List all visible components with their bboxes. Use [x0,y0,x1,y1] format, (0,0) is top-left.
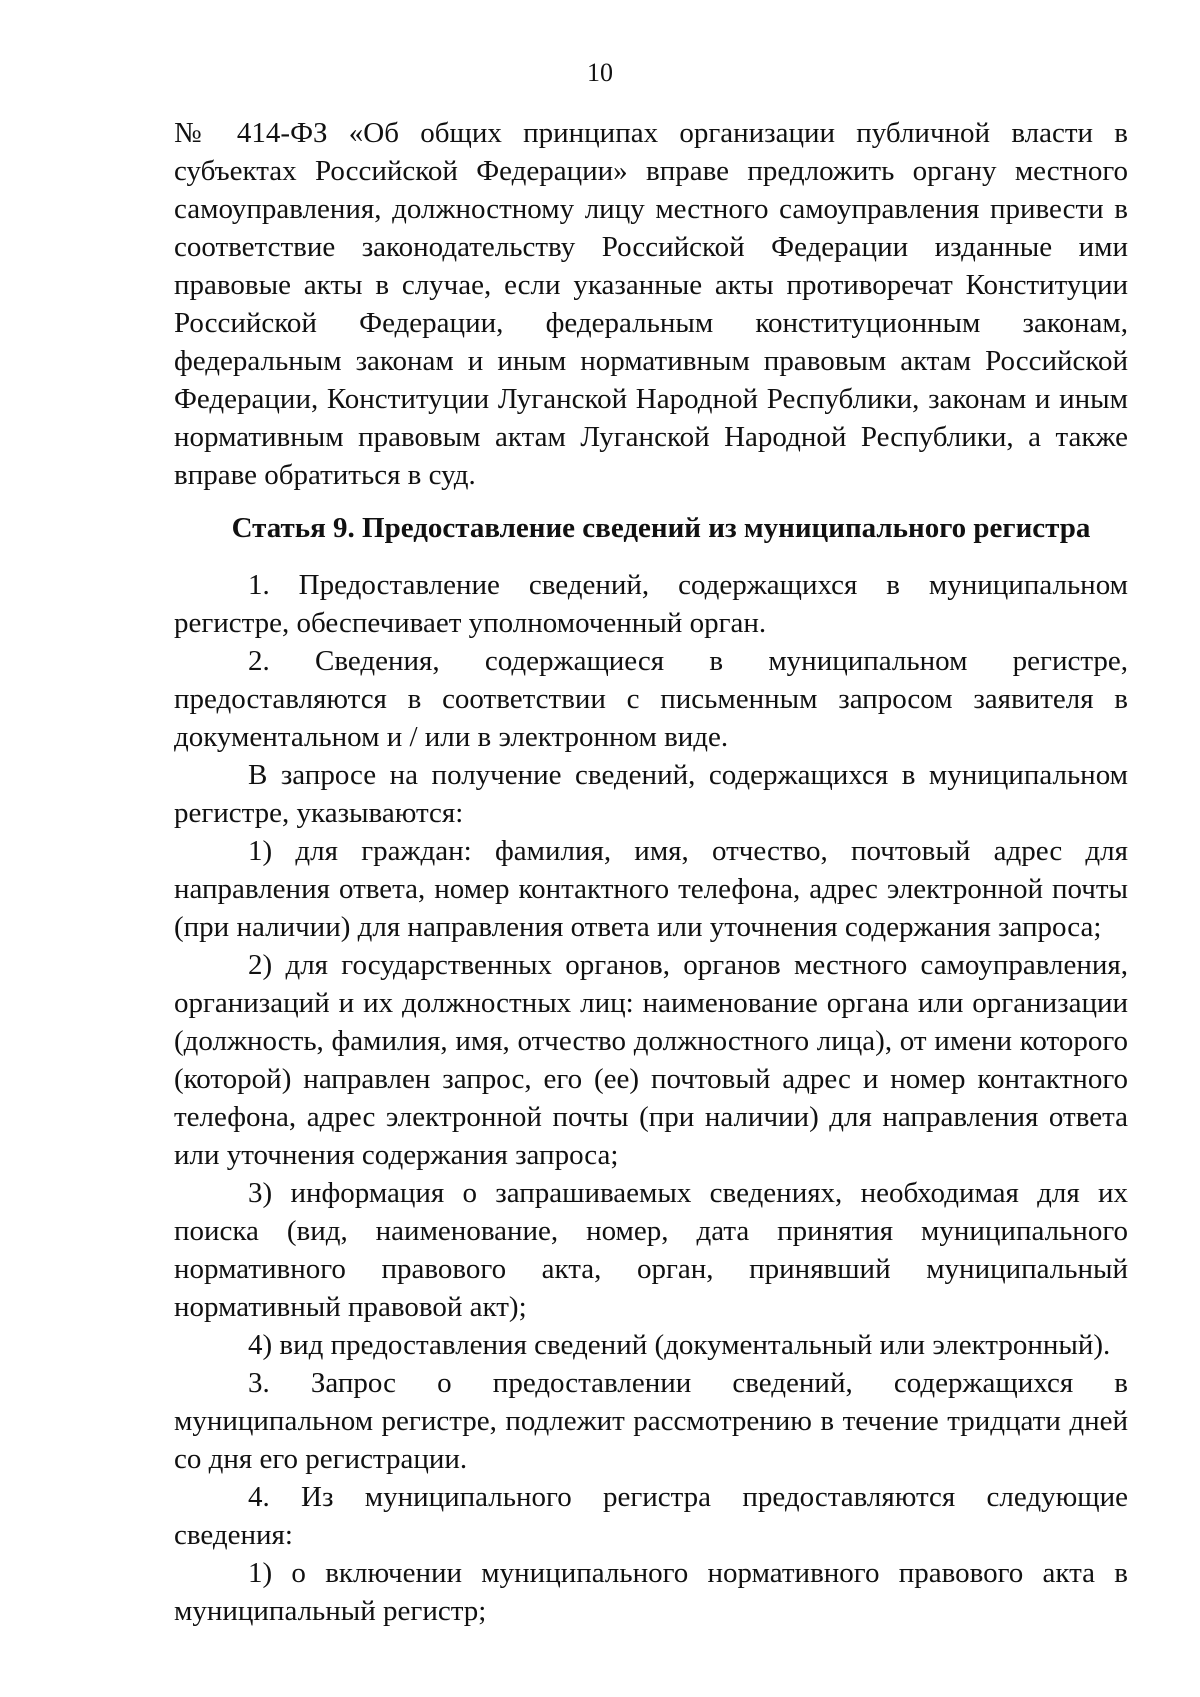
paragraph-1: 1. Предоставление сведений, содержащихся в муниципальном регистре, обеспечивает уполномоченный орган. [174,569,1128,639]
paragraph-request-fields: В запросе на получение сведений, содержащихся в муниципальном регистре, указываются: [174,759,1128,829]
list-item-requested-info: 3) информация о запрашиваемых сведениях, необходимая для их поиска (вид, наименование, номер, дата принятия муниципального нормативного правового акта, орган, принявший муниципальный нормативный правовой акт); [174,1177,1128,1323]
paragraph-3: 3. Запрос о предоставлении сведений, содержащихся в муниципальном регистре, подлежит рассмотрению в течение тридцати дней со дня его регистрации. [174,1367,1128,1475]
paragraph-2: 2. Сведения, содержащиеся в муниципальном регистре, предоставляются в соответствии с письменным запросом заявителя в документальном и / или в электронном виде. [174,645,1128,753]
list-item-organizations: 2) для государственных органов, органов местного самоуправления, организаций и их должностных лиц: наименование органа или организации (должность, фамилия, имя, отчество должностного лица), от имени которого (которой) направлен запрос, его (ее) почтовый адрес и номер контактного телефона, адрес электронной почты (при наличии) для направления ответа или уточнения содержания запроса; [174,949,1128,1171]
list-item-provision-type: 4) вид предоставления сведений (документальный или электронный). [248,1329,1111,1361]
document-body [174,114,1128,1630]
page-number: 10 [587,58,613,87]
list-item-inclusion: 1) о включении муниципального нормативного правового акта в муниципальный регистр; [174,1557,1128,1627]
paragraph-4: 4. Из муниципального регистра предоставляются следующие сведения: [174,1481,1128,1551]
intro-paragraph: № 414-ФЗ «Об общих принципах организации публичной власти в субъектах Российской Федерации» вправе предложить органу местного самоуправления, должностному лицу местного самоуправления привести в соответствие законодательству Российской Федерации изданные ими правовые акты в случае, если указанные акты противоречат Конституции Российской Федерации, федеральным конституционным законам, федеральным законам и иным нормативным правовым актам Российской Федерации, Конституции Луганской Народной Республики, законам и иным нормативным правовым актам Луганской Народной Республики, а также вправе обратиться в суд. [174,117,1128,491]
list-item-citizens: 1) для граждан: фамилия, имя, отчество, почтовый адрес для направления ответа, номер контактного телефона, адрес электронной почты (при наличии) для направления ответа или уточнения содержания запроса; [174,835,1128,943]
article-heading: Статья 9. Предоставление сведений из муниципального регистра [231,512,1091,544]
